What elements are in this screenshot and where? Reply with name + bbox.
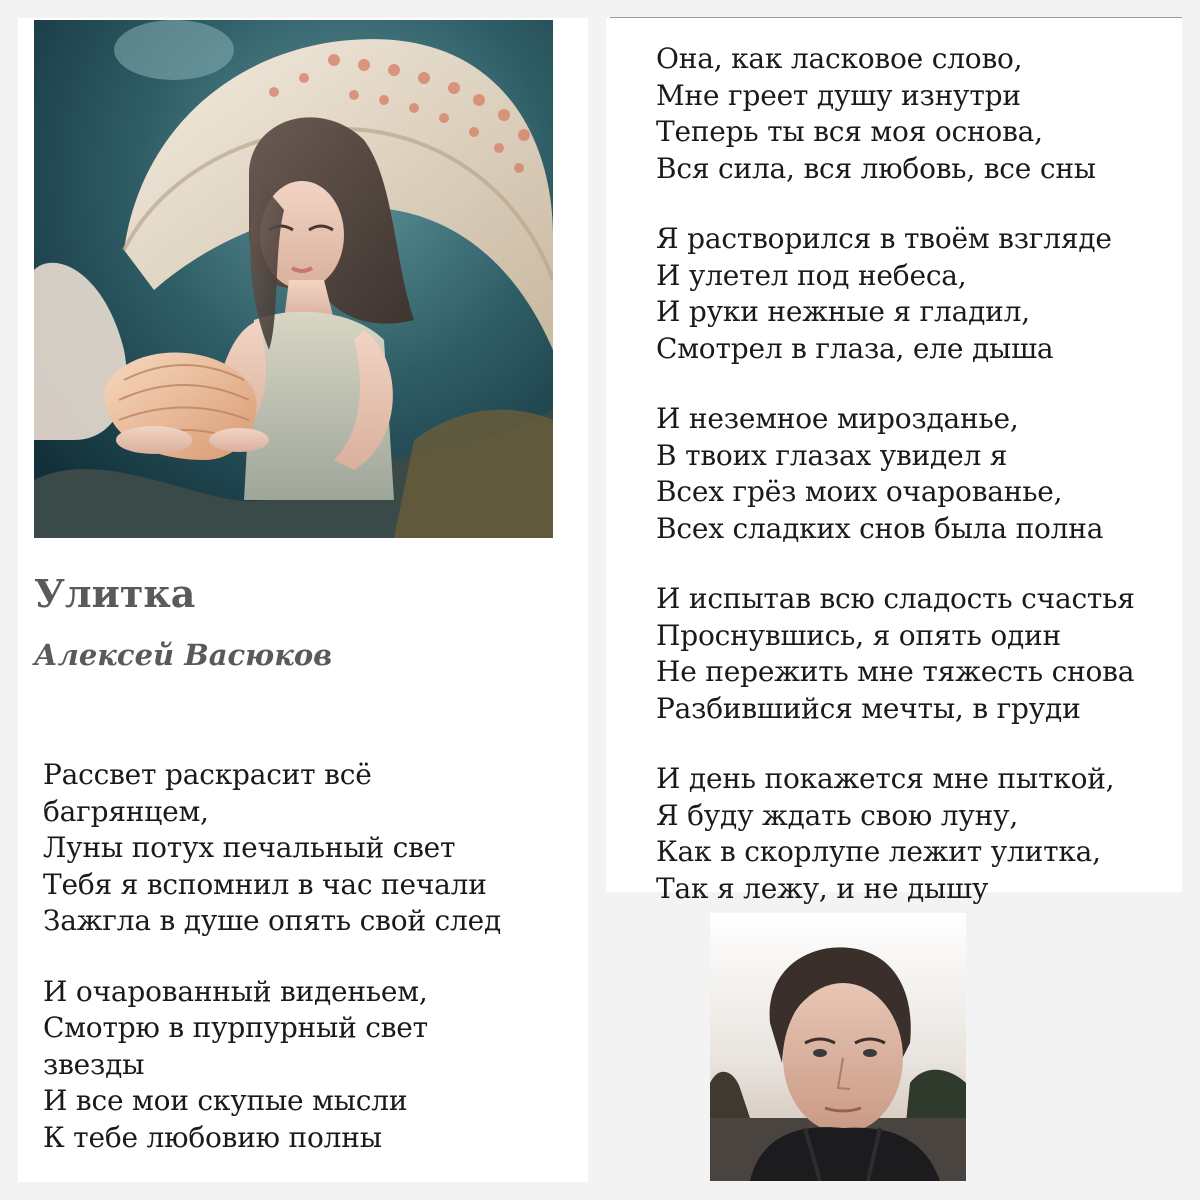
author-photo: [710, 913, 966, 1181]
poem-line: звезды: [43, 1047, 145, 1081]
right-panel: [606, 18, 1182, 905]
poem-line: И испытав всю сладость счастья: [656, 582, 1135, 615]
poem-line: Тебя я вспомнил в час печали: [43, 867, 487, 901]
poem-line: багрянцем,: [43, 794, 209, 828]
poem-line: Луны потух печальный свет: [43, 831, 456, 864]
poem-line: И улетел под небеса,: [656, 258, 967, 292]
poem-line: Всех грёз моих очарованье,: [656, 475, 1063, 508]
poem-line: Рассвет раскрасит всё: [43, 758, 372, 791]
poem-line: И все мои скупые мысли: [43, 1084, 408, 1117]
poem-line: Смотрел в глаза, еле дыша: [656, 331, 1054, 365]
poem-line: И очарованный виденьем,: [43, 974, 428, 1008]
poem-line: В твоих глазах увидел я: [656, 438, 1008, 472]
poem-left-column: [43, 757, 573, 1156]
poem-line: Не пережить мне тяжесть снова: [656, 655, 1135, 688]
poem-line: Вся сила, вся любовь, все сны: [656, 151, 1096, 185]
stanza: [656, 221, 1156, 367]
poem-line: К тебе любовию полны: [43, 1120, 382, 1154]
stanza-gap: [656, 547, 1156, 581]
illustration-mermaid-shell: [34, 20, 553, 538]
stanza-gap: [656, 727, 1156, 761]
stanza-gap: [43, 940, 573, 974]
mermaid-shell-image: [34, 20, 553, 538]
poem-line: Я буду ждать свою луну,: [656, 798, 1019, 832]
poem-author: Алексей Васюков: [34, 638, 333, 672]
stanza: [656, 41, 1156, 187]
stanza-gap: [656, 187, 1156, 221]
poem-line: Так я лежу, и не дышу: [656, 871, 989, 905]
poem-line: Всех сладких снов была полна: [656, 511, 1104, 545]
poem-line: И руки нежные я гладил,: [656, 295, 1030, 328]
left-panel: [18, 18, 588, 1182]
poem-line: Разбившийся мечты, в груди: [656, 691, 1081, 725]
poem-line: Зажгла в душе опять свой след: [43, 904, 501, 937]
poem-line: Мне греет душу изнутри: [656, 78, 1021, 112]
poem-line: И неземное мирозданье,: [656, 402, 1019, 435]
stanza: [656, 401, 1156, 547]
stanza-gap: [656, 367, 1156, 401]
poem-line: Проснувшись, я опять один: [656, 618, 1062, 652]
stanza: [43, 757, 573, 940]
poem-line: Я растворился в твоём взгляде: [656, 222, 1112, 255]
poem-line: Она, как ласковое слово,: [656, 42, 1023, 75]
poem-line: Смотрю в пурпурный свет: [43, 1011, 428, 1044]
stanza: [656, 581, 1156, 727]
stanza: [656, 761, 1156, 907]
stanza: [43, 974, 573, 1157]
poem-line: И день покажется мне пыткой,: [656, 762, 1115, 795]
author-portrait-image: [710, 913, 966, 1181]
poem-right-column: [656, 41, 1156, 907]
poem-line: Как в скорлупе лежит улитка,: [656, 835, 1101, 868]
poem-title: Улитка: [34, 571, 196, 616]
poem-line: Теперь ты вся моя основа,: [656, 115, 1043, 148]
